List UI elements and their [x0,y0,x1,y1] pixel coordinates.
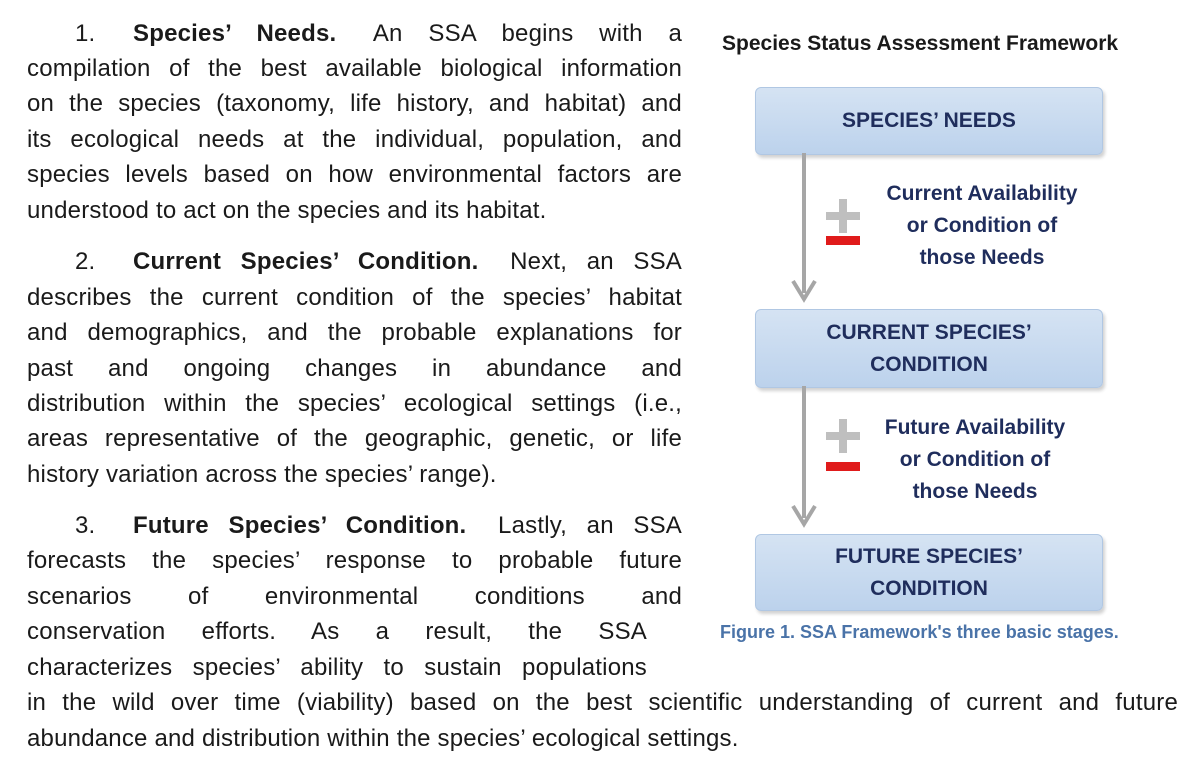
step-future-availability [855,412,1095,508]
p3-line: abundance and distribution within the species’ ecological settings. [27,725,739,752]
p3-heading: Future Species’ Condition. [133,512,467,539]
p2-line: describes the current condition of the species’ habitat [27,284,682,311]
step-current-availability [862,178,1102,274]
p1-line: compilation of the best available biological information [27,55,682,82]
p2-heading: Current Species’ Condition. [133,248,479,275]
p2-line: history variation across the species’ range). [27,461,497,488]
plus-icon [826,206,860,226]
step-line: those Needs [912,480,1038,503]
p1-first-text: An SSA begins with a [372,20,682,47]
p2-first-text: Next, an SSA [510,248,682,275]
down-arrow-icon [791,386,821,534]
stage-label: CONDITION [870,352,988,376]
p2-line: distribution within the species’ ecological settings (i.e., [27,390,682,417]
p1-line: understood to act on the species and its habitat. [27,197,547,224]
p3-line: characterizes species’ ability to sustain populations [27,654,647,681]
stage-label: CURRENT SPECIES’ [826,320,1032,344]
step-line: or Condition of [906,214,1058,237]
p1-number: 1. [75,20,96,47]
stage-box-species-needs [755,87,1103,155]
p1-line: on the species (taxonomy, life history, and habitat) and [27,90,682,117]
p3-number: 3. [75,512,96,539]
step-line: Future Availability [884,416,1066,439]
figure-caption: Figure 1. SSA Framework's three basic stages. [720,622,1119,642]
step-line: those Needs [919,246,1045,269]
p3-line: in the wild over time (viability) based on the best scientific understanding of current and future [27,689,1178,716]
p3-line-0 [27,511,682,541]
p2-number: 2. [75,248,96,275]
p1-heading: Species’ Needs. [133,20,337,47]
stage-label: FUTURE SPECIES’ [835,544,1023,568]
stage-box-current-condition [755,309,1103,388]
step-line: Current Availability [886,182,1078,205]
p3-first-text: Lastly, an SSA [498,512,682,539]
p3-line: scenarios of environmental conditions and [27,583,682,610]
p2-line: past and ongoing changes in abundance and [27,355,682,382]
stage-label: CONDITION [870,576,988,600]
p1-line: its ecological needs at the individual, population, and [27,126,682,153]
minus-icon [826,236,860,245]
figure-title: Species Status Assessment Framework [722,32,1119,55]
p3-line: conservation efforts. As a result, the SSA [27,618,647,645]
p2-line: areas representative of the geographic, genetic, or life [27,425,682,452]
p2-line: and demographics, and the probable explanations for [27,319,682,346]
p1-line-0 [27,19,682,49]
step-line: or Condition of [899,448,1051,471]
p3-line: forecasts the species’ response to probable future [27,547,682,574]
p2-line-0 [27,247,682,277]
stage-box-future-condition [755,534,1103,611]
down-arrow-icon [791,153,821,309]
p1-line: species levels based on how environmental factors are [27,161,682,188]
stage-label: SPECIES’ NEEDS [842,109,1016,132]
